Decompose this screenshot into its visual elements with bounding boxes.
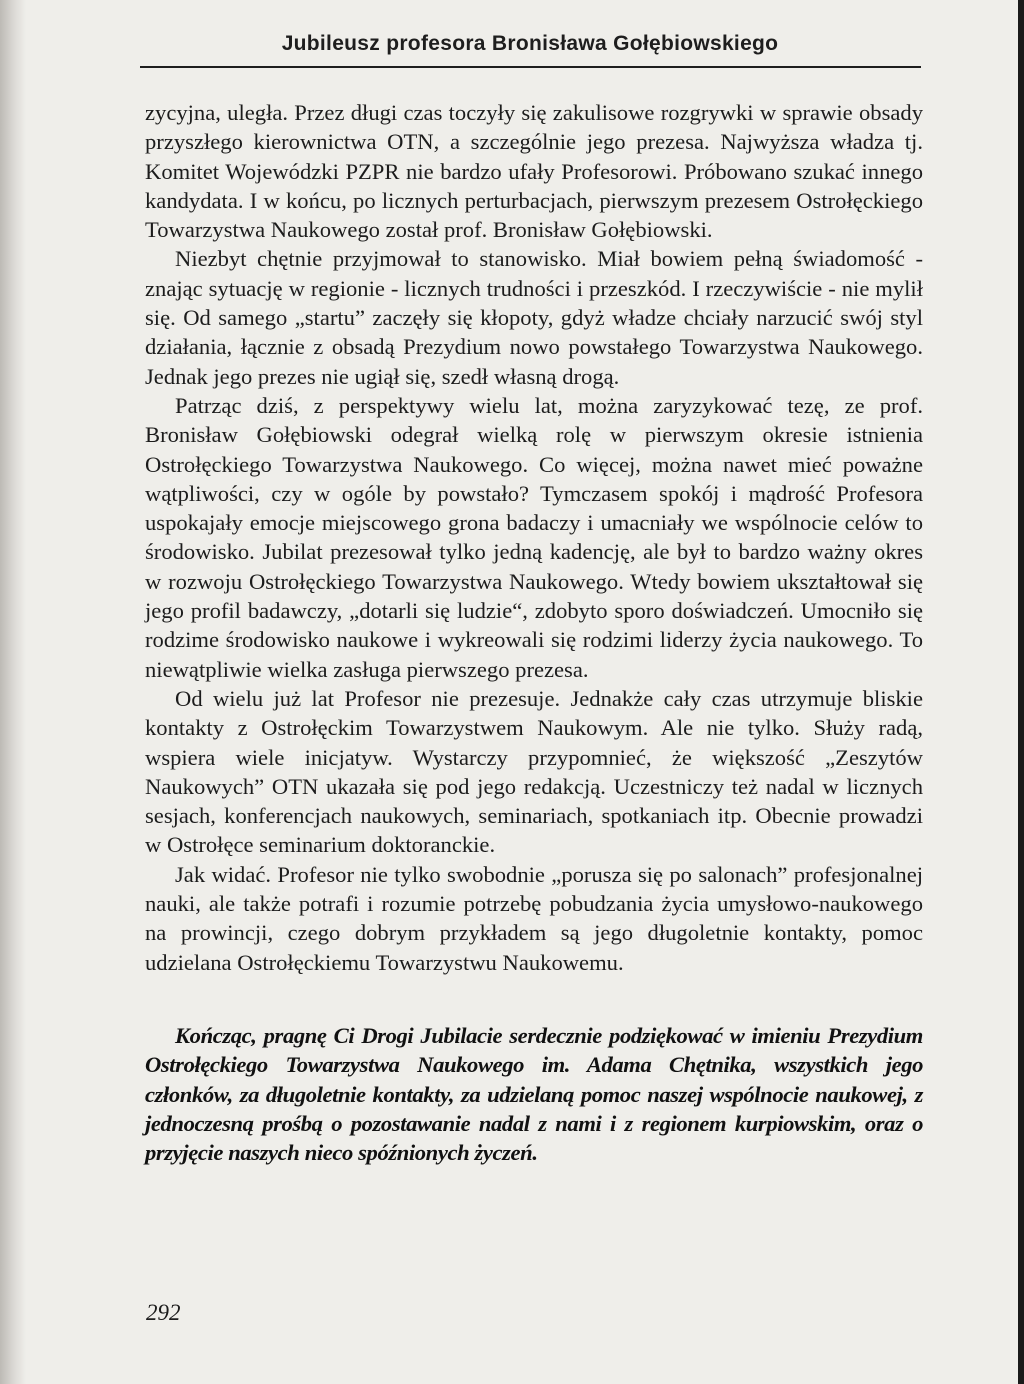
header-rule <box>140 66 921 68</box>
closing-paragraph: Kończąc, pragnę Ci Drogi Jubilacie serdecznie podziękować w imieniu Prezydium Ostrołęckiego Towarzystwa Naukowego im. Adama Chętnika, wszystkich jego członków, za długoletnie kontakty, za udzielaną pomoc naszej wspólnocie naukowej, z jednoczesną prośbą o pozostawanie nadal z nami i z regionem kurpiowskim, oraz o przyjęcie naszych nieco spóźnionych życzeń. <box>145 1023 923 1166</box>
page-number: 292 <box>146 1300 181 1325</box>
body-text <box>145 98 923 977</box>
page-gutter-shadow <box>0 0 26 1384</box>
paragraph-3: Patrząc dziś, z perspektywy wielu lat, można zaryzykować tezę, ze prof. Bronisław Gołębiowski odegrał wielką rolę w pierwszym okresie istnienia Ostrołęckiego Towarzystwa Naukowego. Co więcej, można nawet mieć poważne wątpliwości, czy w ogóle by powstało? Tymczasem spokój i mądrość Profesora uspokajały emocje miejscowego grona badaczy i umacniały we wspólnocie celów to środowisko. Jubilat prezesował tylko jedną kadencję, ale był to bardzo ważny okres w rozwoju Ostrołęckiego Towarzystwa Naukowego. Wtedy bowiem ukształtował się jego profil badawczy, „dotarli się ludzie“, zdobyto sporo doświadczeń. Umocniło się rodzime środowisko naukowe i wykreowali się rodzimi liderzy życia naukowego. To niewątpliwie wielka zasługa pierwszego prezesa. <box>145 392 923 682</box>
paragraph-1: zycyjna, uległa. Przez długi czas toczyły się zakulisowe rozgrywki w sprawie obsady przyszłego kierownictwa OTN, a szczególnie jego prezesa. Najwyższa władza tj. Komitet Wojewódzki PZPR nie bardzo ufały Profesorowi. Próbowano szukać innego kandydata. I w końcu, po licznych perturbacjach, pierwszym prezesem Ostrołęckiego Towarzystwa Naukowego został prof. Bronisław Gołębiowski. <box>145 100 923 243</box>
paragraph-4: Od wielu już lat Profesor nie prezesuje. Jednakże cały czas utrzymuje bliskie kontakty z Ostrołęckim Towarzystwem Naukowym. Ale nie tylko. Służy radą, wspiera wiele inicjatyw. Wystarczy przypomnieć, że większość „Zeszytów Naukowych” OTN ukazała się pod jego redakcją. Uczestniczy też nadal w licznych sesjach, konferencjach naukowych, seminariach, spotkaniach itp. Obecnie prowadzi w Ostrołęce seminarium doktoranckie. <box>145 685 923 858</box>
paragraph-2: Niezbyt chętnie przyjmował to stanowisko. Miał bowiem pełną świadomość - znając sytuację w regionie - licznych trudności i przeszkód. I rzeczywiście - nie mylił się. Od samego „startu” zaczęły się kłopoty, gdyż władze chciały narzucić swój styl działania, łącznie z obsadą Prezydium nowo powstałego Towarzystwa Naukowego. Jednak jego prezes nie ugiął się, szedł własną drogą. <box>145 246 923 389</box>
page-edge <box>1018 0 1024 1384</box>
running-header: Jubileusz profesora Bronisława Gołębiowskiego <box>281 32 779 55</box>
paragraph-5: Jak widać. Profesor nie tylko swobodnie „porusza się po salonach” profesjonalnej nauki, ale także potrafi i rozumie potrzebę pobudzania życia umysłowo-naukowego na prowincji, czego dobrym przykładem są jego długoletnie kontakty, pomoc udzielana Ostrołęckiemu Towarzystwu Naukowemu. <box>145 861 923 975</box>
